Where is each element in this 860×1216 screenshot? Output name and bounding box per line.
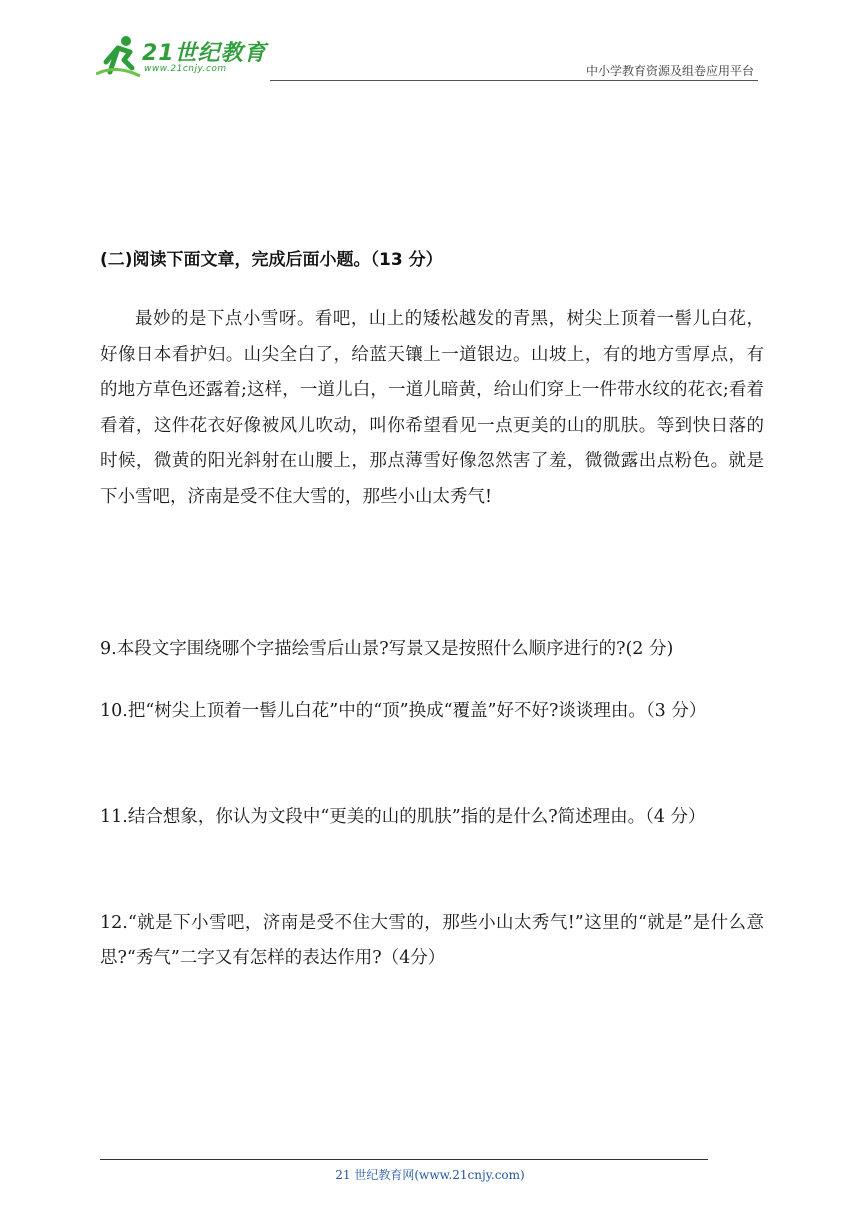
page-header: [0, 0, 860, 90]
section-title: (二)阅读下面文章，完成后面小题。（13 分）: [100, 250, 443, 270]
runner-logo-icon: [96, 34, 142, 80]
footer-divider: [100, 1159, 708, 1160]
question-9: 9.本段文字围绕哪个字描绘雪后山景?写景又是按照什么顺序进行的?(2 分): [100, 639, 674, 659]
footer-link[interactable]: 21 世纪教育网(www.21cnjy.com): [335, 1168, 525, 1182]
logo-wordmark: 21世纪教育: [142, 41, 267, 66]
logo-url: www.21cnjy.com: [144, 64, 227, 74]
header-tagline: 中小学教育资源及组卷应用平台: [585, 64, 754, 78]
site-logo[interactable]: [96, 34, 266, 84]
question-12: 12.“就是下小雪吧，济南是受不住大雪的，那些小山太秀气!”这里的“就是”是什么意思?“秀气”二字又有怎样的表达作用?（4分）: [100, 913, 764, 968]
question-10: 10.把“树尖上顶着一髻儿白花”中的“顶”换成“覆盖”好不好?谈谈理由。（3 分）: [100, 701, 707, 721]
question-11: 11.结合想象，你认为文段中“更美的山的肌肤”指的是什么?简述理由。（4 分）: [100, 807, 706, 827]
reading-passage: 最妙的是下点小雪呀。看吧，山上的矮松越发的青黑，树尖上顶着一髻儿白花，好像日本看护妇。山尖全白了，给蓝天镶上一道银边。山坡上，有的地方雪厚点，有的地方草色还露着;这样，一道儿白，一道儿暗黄，给山们穿上一件带水纹的花衣;看着看着，这件花衣好像被风儿吹动，叫你希望看见一点更美的山的肌肤。等到快日落的时候，微黄的阳光斜射在山腰上，那点薄雪好像忽然害了羞，微微露出点粉色。就是下小雪吧，济南是受不住大雪的，那些小山太秀气!: [100, 309, 764, 507]
header-divider: [270, 80, 758, 81]
